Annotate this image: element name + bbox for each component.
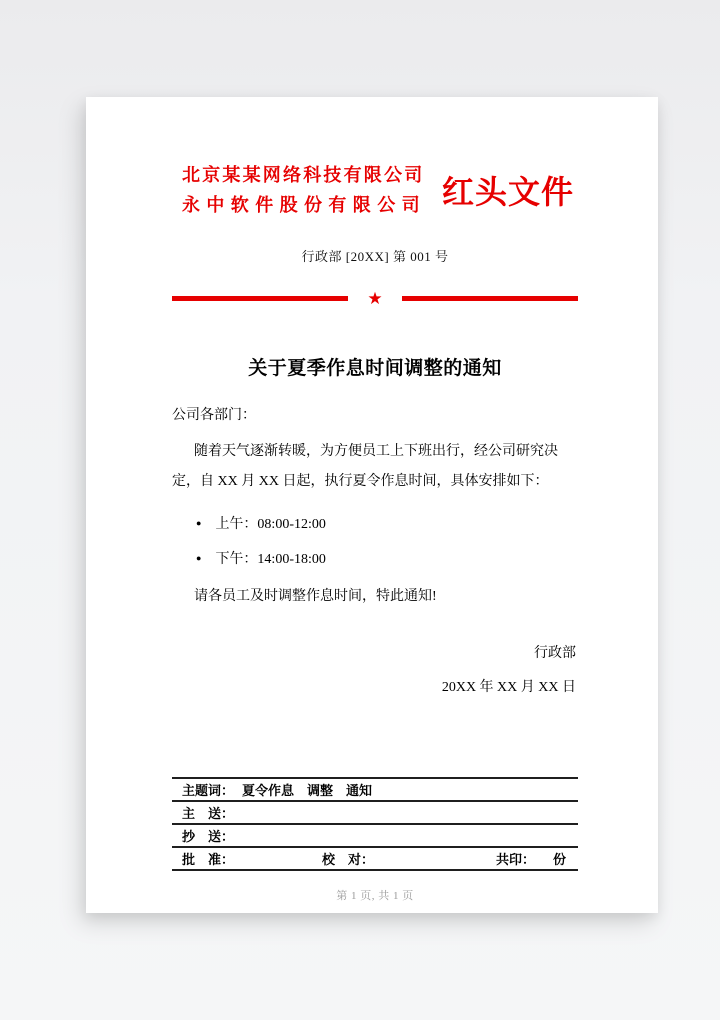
company-name-line-1: 北京某某网络科技有限公司 [182,165,425,185]
copy-send-label: 抄 送： [182,829,235,844]
company-name-block [182,160,426,220]
letterhead [172,160,578,220]
table-row-subject [172,779,578,802]
schedule-item-morning [196,513,578,533]
salutation: 公司各部门： [172,408,256,423]
document-page [86,97,658,913]
table-row-approval [172,848,578,871]
footer-table [172,777,578,871]
signature-block [172,637,578,705]
company-name-line-2: 永中软件股份有限公司 [182,195,426,215]
proofread-label: 校 对： [322,852,375,867]
red-star-divider [172,290,578,307]
divider-line-left [172,296,348,301]
table-row-main-send [172,802,578,825]
schedule-list [172,513,578,568]
subject-value: 夏令作息 调整 通知 [242,783,373,798]
approve-label: 批 准： [182,852,235,867]
table-row-copy-send [172,825,578,848]
schedule-item-text: 下午：14:00-18:00 [215,552,326,567]
closing-paragraph: 请各员工及时调整作息时间，特此通知! [194,589,437,604]
subject-label: 主题词： [182,783,235,798]
page-number: 第 1 页, 共 1 页 [336,890,414,902]
body-paragraph: 随着天气逐渐转暖，为方便员工上下班出行，经公司研究决定，自 XX 月 XX 日起，执行夏令作息时间，具体安排如下： [172,444,558,489]
signature-department: 行政部 [534,646,576,661]
bullet-icon: ● [196,517,202,528]
schedule-item-text: 上午：08:00-12:00 [215,517,326,532]
signature-date: 20XX 年 XX 月 XX 日 [441,680,576,695]
print-count-cell [496,849,566,868]
notice-title: 关于夏季作息时间调整的通知 [248,358,502,379]
doc-number: 行政部 [20XX] 第 001 号 [301,249,449,264]
star-icon: ★ [367,289,383,308]
doc-type-label: 红头文件 [441,174,574,210]
bullet-icon: ● [196,552,202,563]
copies-unit-label: 份 [552,852,566,867]
divider-line-right [402,296,578,301]
schedule-item-afternoon [196,548,578,568]
main-send-label: 主 送： [182,806,235,821]
print-label: 共印： [495,852,535,867]
